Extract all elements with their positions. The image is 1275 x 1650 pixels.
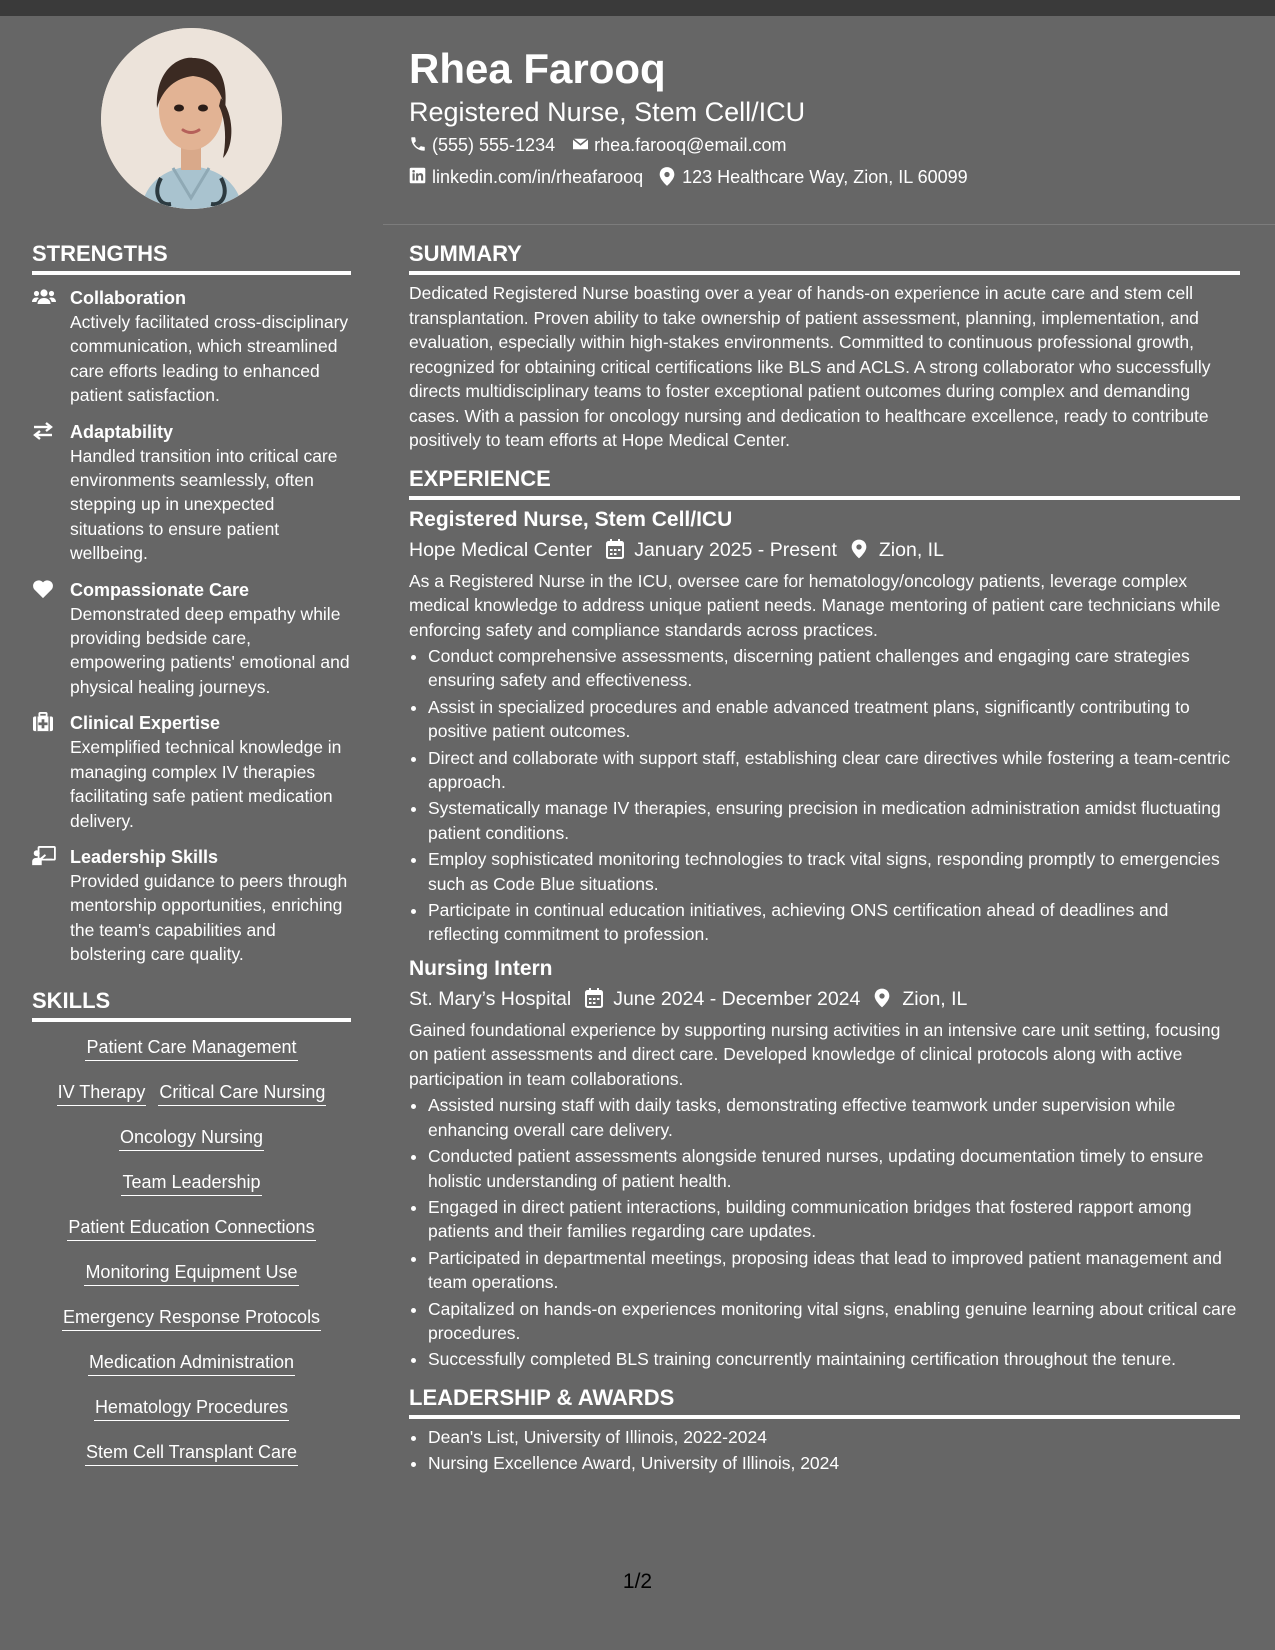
strength-desc: Demonstrated deep empathy while providing bedside care, empowering patients' emotional and physical healing journeys. [70, 603, 350, 697]
skill-tag: Critical Care Nursing [158, 1079, 326, 1106]
main-content [409, 240, 1240, 1478]
job-bullet: • Assist in specialized procedures and enable advanced treatment plans, significantly contributing to positive patient outcomes. [428, 695, 1240, 744]
job-bullet: • Successfully completed BLS training concurrently maintaining certification throughout the tenure. [428, 1347, 1240, 1371]
header-divider [383, 224, 1275, 225]
strength-item [32, 845, 351, 967]
users-icon [32, 287, 56, 309]
exchange-arrows-icon [32, 421, 56, 443]
job-bullet: • Capitalized on hands-on experiences monitoring vital signs, enabling genuine learning about critical care procedures. [428, 1297, 1240, 1346]
job-dates: January 2025 - Present [634, 538, 837, 561]
job-meta [409, 536, 1240, 564]
skill-tag: Stem Cell Transplant Care [85, 1439, 298, 1466]
job-meta [409, 985, 1240, 1013]
strength-title: Compassionate Care [70, 579, 250, 600]
skills-heading: SKILLS [32, 987, 351, 1022]
strengths-list [32, 286, 351, 967]
job-title: Nursing Intern [409, 956, 553, 980]
skill-tag: Patient Education Connections [67, 1214, 315, 1241]
contact-row-2 [409, 165, 968, 189]
strength-item [32, 578, 351, 700]
job-location: Zion, IL [878, 538, 944, 561]
experience-heading: EXPERIENCE [409, 465, 1240, 500]
job-bullets [409, 1093, 1240, 1371]
top-bar [0, 0, 1275, 16]
summary-heading: SUMMARY [409, 240, 1240, 275]
skill-tag: IV Therapy [57, 1079, 147, 1106]
job-entry [409, 955, 1240, 1372]
sidebar [32, 240, 351, 1484]
skill-tag: Team Leadership [121, 1169, 261, 1196]
medical-kit-icon [32, 712, 56, 734]
job-description: As a Registered Nurse in the ICU, oversee care for hematology/oncology patients, leverage complex medical knowledge to address unique patient needs. Manage mentoring of patient care technicians while enforcing safety and compliance standards across practices. [409, 570, 1221, 640]
strength-title: Collaboration [70, 288, 186, 308]
strength-title: Clinical Expertise [70, 713, 221, 734]
job-bullet: • Employ sophisticated monitoring technologies to track vital signs, responding promptly to emergencies such as Code Blue situations. [428, 847, 1240, 896]
skill-tag: Monitoring Equipment Use [84, 1259, 298, 1286]
job-company: St. Mary’s Hospital [409, 987, 572, 1010]
job-description: Gained foundational experience by supporting nursing activities in an intensive care unit setting, focusing on patient assessments and direct care. Developed knowledge of clinical protocols along with active participation in team collaborations. [409, 1019, 1221, 1089]
map-pin-icon [851, 539, 871, 561]
strength-desc: Handled transition into critical care environments seamlessly, often stepping up in unexpected situations to ensure patient wellbeing. [70, 445, 338, 564]
strength-desc: Exemplified technical knowledge in managing complex IV therapies facilitating safe patient medication delivery. [70, 737, 342, 831]
contact-row-1 [409, 133, 786, 157]
job-dates: June 2024 - December 2024 [613, 987, 861, 1010]
map-pin-icon [659, 167, 679, 187]
strength-title: Leadership Skills [70, 846, 219, 867]
job-entry [409, 506, 1240, 947]
phone-text[interactable]: (555) 555-1234 [432, 135, 556, 155]
strength-desc: Provided guidance to peers through mentorship opportunities, enriching the team's capabilities and bolstering care quality. [70, 870, 348, 965]
calendar-icon [606, 539, 626, 561]
candidate-name: Rhea Farooq [409, 45, 666, 92]
awards-heading: LEADERSHIP & AWARDS [409, 1384, 1240, 1419]
job-title: Registered Nurse, Stem Cell/ICU [409, 507, 733, 531]
skill-tag: Emergency Response Protocols [62, 1304, 321, 1331]
skill-tag: Oncology Nursing [119, 1124, 264, 1151]
map-pin-icon [874, 988, 894, 1010]
page-number: 1/2 [622, 1570, 653, 1593]
heart-icon [32, 579, 56, 601]
phone-icon [409, 135, 429, 155]
chalkboard-teacher-icon [32, 846, 56, 868]
job-bullet: • Conduct comprehensive assessments, discerning patient challenges and engaging care strategies ensuring safety and effectiveness. [428, 644, 1240, 693]
envelope-icon [571, 135, 591, 155]
award-item: • Nursing Excellence Award, University of Illinois, 2024 [428, 1451, 1240, 1475]
strength-item [32, 711, 351, 833]
skill-tag: Patient Care Management [85, 1034, 297, 1061]
address-text: 123 Healthcare Way, Zion, IL 60099 [682, 167, 968, 187]
job-bullet: • Participated in departmental meetings, proposing ideas that lead to improved patient management and team operations. [428, 1246, 1240, 1295]
job-location: Zion, IL [902, 987, 968, 1010]
job-bullets [409, 644, 1240, 947]
strength-desc: Actively facilitated cross-disciplinary communication, which streamlined care efforts leading to enhanced patient satisfaction. [70, 312, 349, 406]
calendar-icon [585, 988, 605, 1010]
profile-photo [101, 28, 282, 209]
strengths-heading: STRENGTHS [32, 240, 351, 275]
strength-item [32, 286, 351, 408]
linkedin-link[interactable]: linkedin.com/in/rheafarooq [432, 167, 644, 187]
skill-tag: Medication Administration [88, 1349, 295, 1376]
strength-item [32, 420, 351, 566]
summary-text: Dedicated Registered Nurse boasting over a year of hands-on experience in acute care and stem cell transplantation. Proven ability to take ownership of patient assessment, planning, implementation, and evaluation, especially within high-stakes environments. Committed to continuous professional growth, recognized for obtaining critical certifications like BLS and ACLS. A strong collaborator who successfully directs multidisciplinary teams to foster exceptional patient outcomes during complex and demanding cases. With a passion for oncology nursing and dedication to healthcare excellence, ready to contribute positively to team efforts at Hope Medical Center. [409, 283, 1211, 450]
job-bullet: • Conducted patient assessments alongside tenured nurses, updating documentation timely to ensure holistic understanding of patient health. [428, 1144, 1240, 1193]
awards-list [409, 1425, 1240, 1476]
job-bullet: • Systematically manage IV therapies, ensuring precision in medication administration amidst fluctuating patient conditions. [428, 796, 1240, 845]
skills-list [32, 1034, 351, 1468]
strength-title: Adaptability [70, 421, 174, 442]
job-bullet: • Assisted nursing staff with daily tasks, demonstrating effective teamwork under supervision while enhancing overall care delivery. [428, 1093, 1240, 1142]
job-bullet: • Participate in continual education initiatives, achieving ONS certification ahead of deadlines and reflecting commitment to profession. [428, 898, 1240, 947]
email-link[interactable]: rhea.farooq@email.com [594, 135, 787, 155]
skill-tag: Hematology Procedures [94, 1394, 289, 1421]
award-item: • Dean's List, University of Illinois, 2022-2024 [428, 1425, 1240, 1449]
candidate-title: Registered Nurse, Stem Cell/ICU [409, 97, 806, 127]
job-company: Hope Medical Center [409, 538, 593, 561]
job-bullet: • Engaged in direct patient interactions, building communication bridges that fostered rapport among patients and their families regarding care updates. [428, 1195, 1240, 1244]
job-bullet: • Direct and collaborate with support staff, establishing clear care directives while fostering a team-centric approach. [428, 746, 1240, 795]
linkedin-icon [409, 167, 429, 187]
